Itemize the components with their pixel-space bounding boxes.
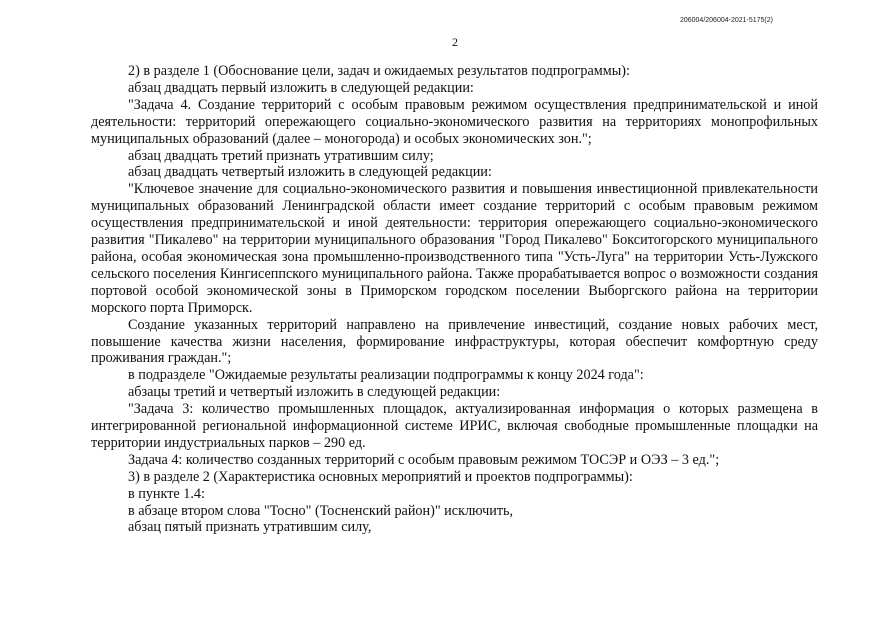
document-id: 206004/206004-2021-5175(2) bbox=[679, 17, 773, 24]
paragraph: "Задача 4. Создание территорий с особым правовым режимом осуществления предпринимательской и иной деятельности: территорий опережающего социально-экономического развития на территориях монопрофильных муниципальных образований (далее – моногорода) и особых экономических зон."; bbox=[91, 96, 818, 147]
paragraph: абзац двадцать четвертый изложить в следующей редакции: bbox=[128, 164, 492, 181]
paragraph: абзац двадцать первый изложить в следующей редакции: bbox=[128, 79, 474, 96]
paragraph: 3) в разделе 2 (Характеристика основных мероприятий и проектов подпрограммы): bbox=[128, 468, 633, 485]
paragraph: "Ключевое значение для социально-экономического развития и повышения инвестиционной привлекательности муниципальных образований Ленинградской области имеет создание территорий с особым правовым режимом осуществления предпринимательской и иной деятельности: территория опережающего социально-экономического развития "Пикалево" на территории муниципального образования "Город Пикалево" Бокситогорского муниципального района, особая экономическая зона промышленно-производственного типа "Усть-Луга" на территории Усть-Лужского сельского поселения Кингисеппского муниципального района. Также прорабатывается вопрос о возможности создания портовой особой экономической зоны в Приморском городском поселении Выборгского района на территории морского порта Приморск. bbox=[91, 181, 818, 316]
paragraph: в пункте 1.4: bbox=[128, 485, 205, 502]
paragraph: Создание указанных территорий направлено на привлечение инвестиций, создание новых рабочих мест, повышение качества жизни населения, формирование инфраструктуры, которая обеспечит комфортную среду проживания граждан."; bbox=[91, 316, 818, 367]
paragraph: абзацы третий и четвертый изложить в следующей редакции: bbox=[128, 384, 501, 401]
paragraph: в подразделе "Ожидаемые результаты реализации подпрограммы к концу 2024 года": bbox=[128, 367, 644, 384]
page-number: 2 bbox=[452, 35, 458, 49]
paragraph: 2) в разделе 1 (Обоснование цели, задач и ожидаемых результатов подпрограммы): bbox=[128, 63, 630, 79]
paragraph: Задача 4: количество созданных территорий с особым правовым режимом ТОСЭР и ОЭЗ – 3 ед."; bbox=[128, 451, 720, 468]
document-body bbox=[91, 63, 818, 536]
paragraph: абзац пятый признать утратившим силу, bbox=[128, 519, 372, 536]
paragraph: абзац двадцать третий признать утратившим силу; bbox=[128, 147, 434, 164]
paragraph: в абзаце втором слова "Тосно" (Тосненский район)" исключить, bbox=[128, 502, 514, 519]
paragraph: "Задача 3: количество промышленных площадок, актуализированная информация о которых размещена в интегрированной региональной информационной системе ИРИС, включая свободные промышленные площадки на территории индустриальных парков – 290 ед. bbox=[91, 401, 818, 451]
